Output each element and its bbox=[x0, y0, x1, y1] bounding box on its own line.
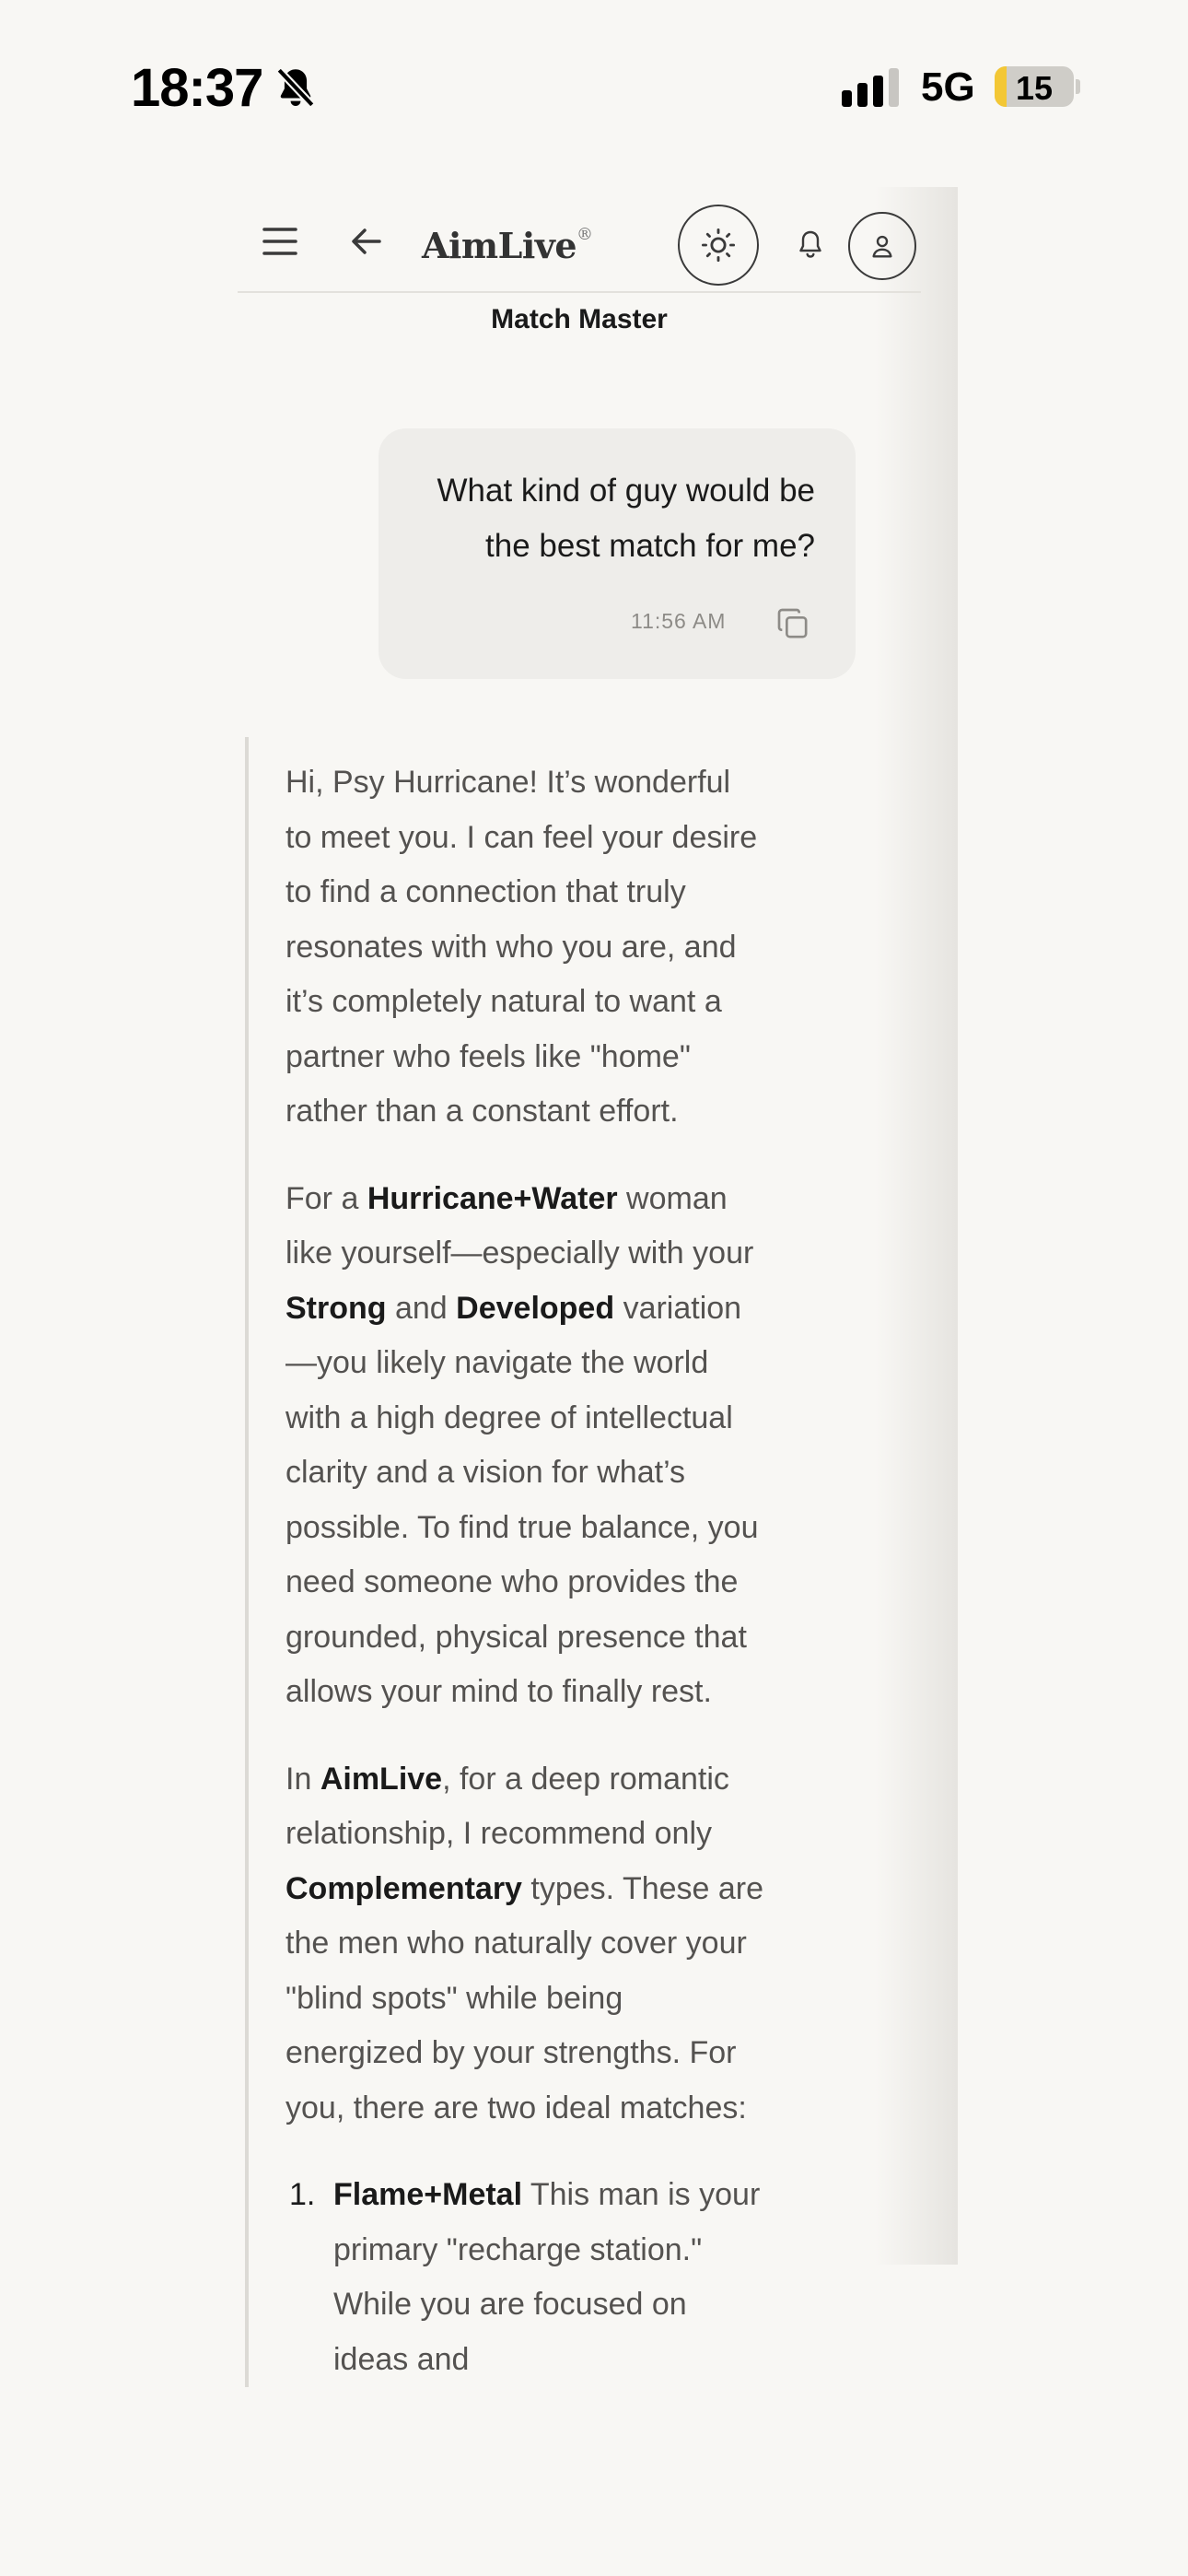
notifications-button[interactable] bbox=[777, 212, 844, 278]
back-arrow-icon bbox=[351, 228, 382, 255]
status-time: 18:37 bbox=[131, 58, 263, 118]
battery-level: 15 bbox=[1015, 69, 1054, 107]
brand-name: AimLive bbox=[422, 225, 577, 266]
text-segment: For a bbox=[285, 1180, 367, 1216]
assistant-paragraph-2 bbox=[285, 1172, 764, 1720]
menu-icon bbox=[262, 226, 298, 257]
match-type-title: Flame+Metal bbox=[333, 2177, 523, 2212]
app-header bbox=[238, 184, 921, 293]
assistant-message bbox=[245, 737, 764, 2387]
message-timestamp: 11:56 AM bbox=[631, 609, 727, 633]
battery-cap bbox=[1076, 79, 1080, 94]
brand-logo[interactable] bbox=[422, 225, 593, 266]
match-list bbox=[285, 2168, 764, 2387]
list-number: 1. bbox=[289, 2177, 316, 2212]
app-container bbox=[238, 184, 958, 2576]
theme-toggle-button[interactable] bbox=[678, 205, 759, 286]
text-segment: In bbox=[285, 1761, 320, 1797]
bold-type-name: Hurricane+Water bbox=[367, 1180, 618, 1216]
signal-icon bbox=[842, 68, 903, 107]
assistant-paragraph-3 bbox=[285, 1752, 764, 2137]
copy-icon bbox=[775, 605, 811, 642]
user-message-text: What kind of guy would be the best match for me? bbox=[437, 473, 815, 564]
bold-brand: AimLive bbox=[320, 1761, 443, 1797]
bold-complementary: Complementary bbox=[285, 1870, 522, 1906]
registered-mark: ® bbox=[577, 225, 593, 245]
profile-button[interactable] bbox=[848, 212, 916, 280]
bold-variation-strong: Strong bbox=[285, 1290, 387, 1326]
back-button[interactable] bbox=[337, 212, 396, 271]
assistant-message-body bbox=[249, 737, 764, 2387]
page-title: Match Master bbox=[491, 304, 668, 334]
user-icon bbox=[868, 232, 896, 260]
bell-slash-icon bbox=[273, 64, 319, 111]
menu-button[interactable] bbox=[250, 212, 309, 271]
status-bar bbox=[0, 0, 1188, 175]
assistant-paragraph-1: Hi, Psy Hurricane! It’s wonderful to meet you. I can feel your desire to find a connection that truly resonates with who you are, and it’s completely natural to want a partner who feels like "home" rather than a constant effort. bbox=[285, 765, 758, 1129]
match-description: This man is your primary "recharge station." While you are focused on ideas and bbox=[333, 2177, 761, 2377]
text-segment: woman like yourself—especially with your bbox=[285, 1180, 754, 1270]
list-item bbox=[285, 2168, 764, 2387]
sun-icon bbox=[701, 228, 736, 263]
network-type: 5G bbox=[921, 64, 975, 110]
text-segment: , for a deep romantic relationship, I recommend only bbox=[285, 1761, 729, 1851]
battery-icon bbox=[995, 66, 1074, 107]
bell-icon bbox=[796, 228, 825, 262]
text-segment: and bbox=[386, 1290, 457, 1326]
bold-variation-developed: Developed bbox=[456, 1290, 615, 1326]
text-segment: types. These are the men who naturally cover your "blind spots" while being energized by your strengths. For you, there are two ideal matches: bbox=[285, 1870, 764, 2125]
copy-button[interactable] bbox=[769, 600, 817, 648]
text-segment: variation—you likely navigate the world with a high degree of intellectual clarity and a vision for what’s possible. To find true balance, you need someone who provides the grounded, physical presence that allows your mind to finally rest. bbox=[285, 1290, 759, 1709]
user-message-bubble bbox=[379, 428, 856, 679]
